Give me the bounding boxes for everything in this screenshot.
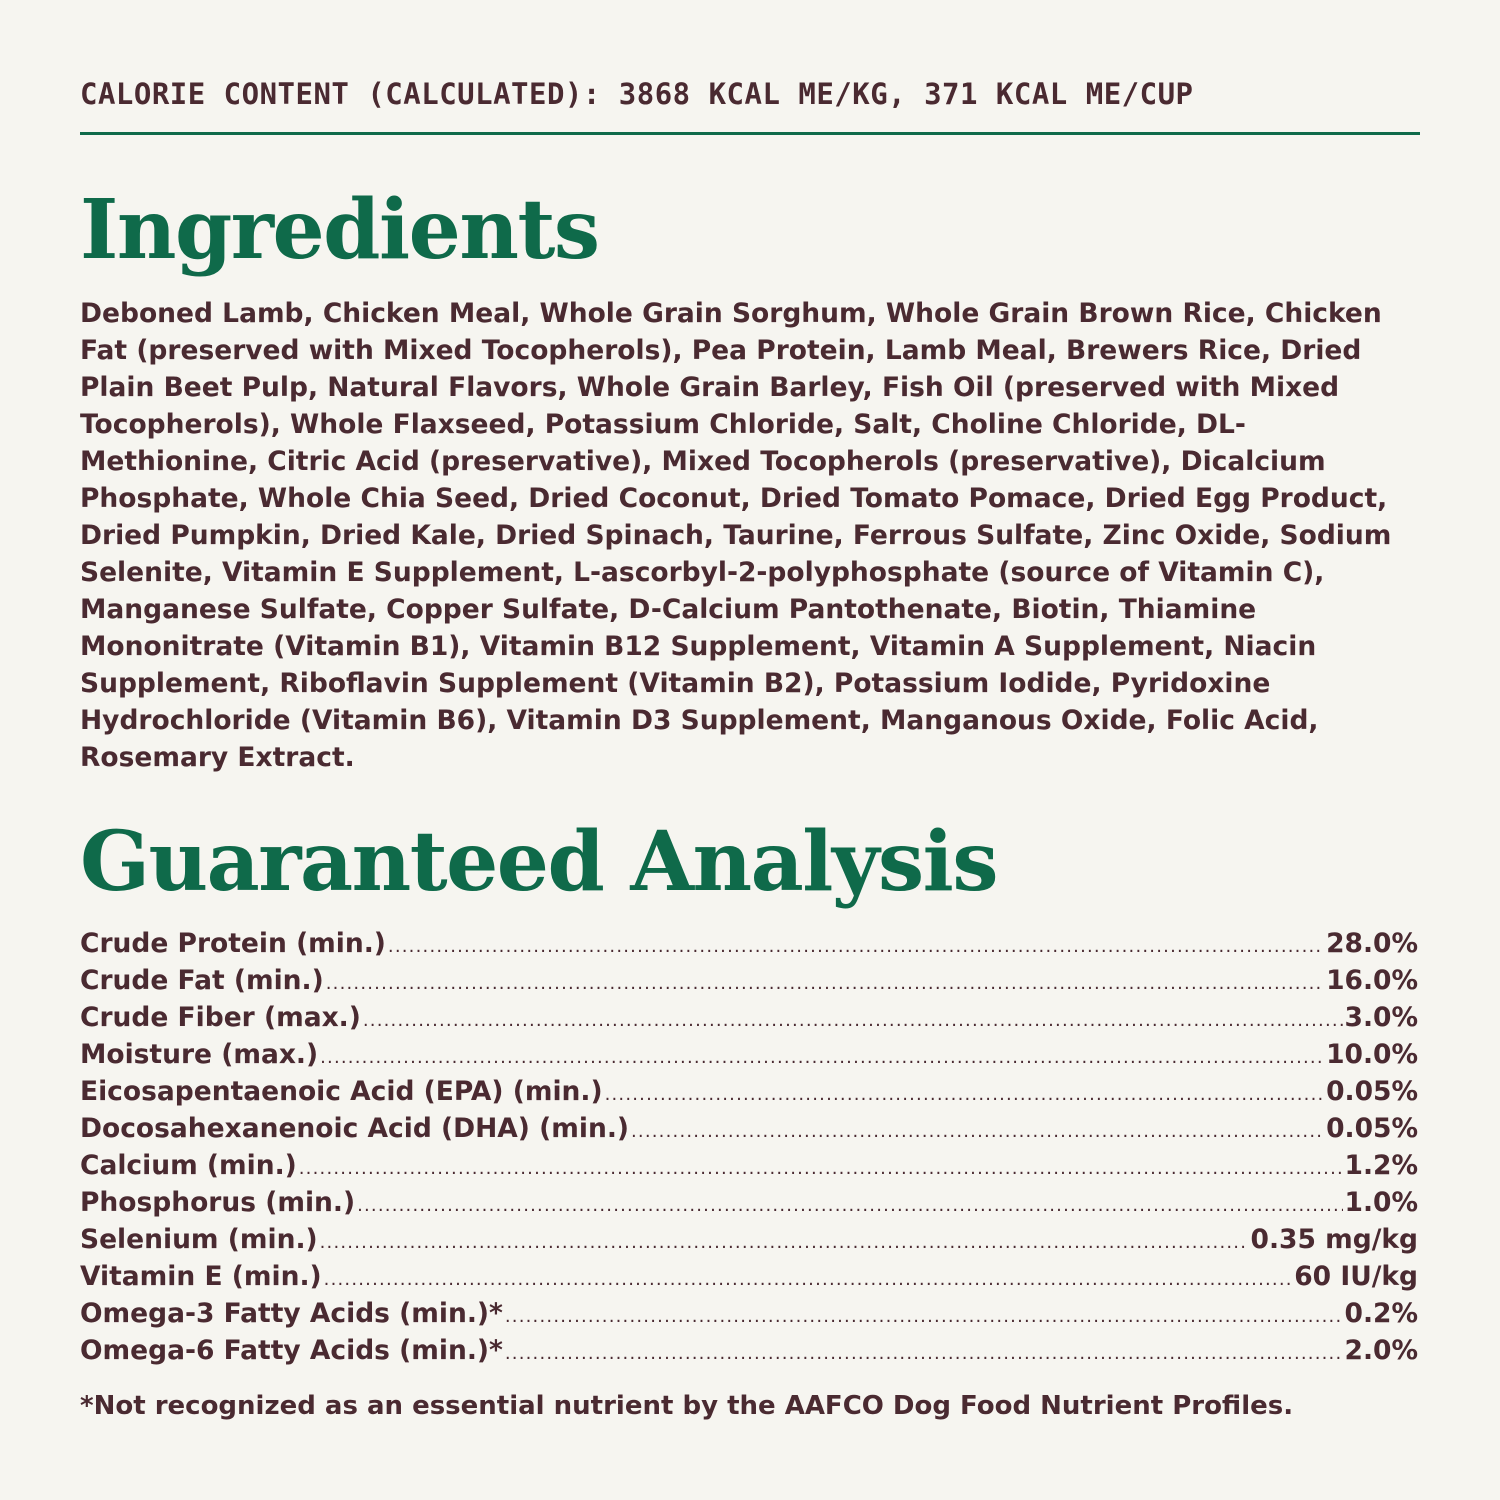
analysis-value: 16.0% xyxy=(1326,965,1418,996)
analysis-row xyxy=(80,1332,1418,1369)
analysis-row xyxy=(80,1258,1418,1295)
analysis-label: Omega-3 Fatty Acids (min.)* xyxy=(80,1298,503,1329)
divider-rule xyxy=(80,132,1420,135)
dot-leader xyxy=(388,928,1324,962)
analysis-row xyxy=(80,1036,1418,1073)
analysis-row xyxy=(80,1184,1418,1221)
analysis-row xyxy=(80,1147,1418,1184)
dot-leader xyxy=(320,1039,1324,1073)
footnote: *Not recognized as an essential nutrient by the AAFCO Dog Food Nutrient Profiles. xyxy=(80,1391,1294,1421)
analysis-row xyxy=(80,925,1418,962)
dot-leader xyxy=(605,1076,1324,1110)
analysis-value: 0.35 mg/kg xyxy=(1250,1224,1418,1255)
dot-leader xyxy=(326,965,1324,999)
dot-leader xyxy=(299,1150,1343,1184)
ingredients-list: Deboned Lamb, Chicken Meal, Whole Grain Sorghum, Whole Grain Brown Rice, Chicken Fat (preserved with Mixed Tocopherols), Pea Protein, Lamb Meal, Brewers Rice, Dried Plain Beet Pulp, Natural Flavors, Whole Grain Barley, Fish Oil (preserved with Mixed Tocopherols), Whole Flaxseed, Potassium Chloride, Salt, Choline Chloride, DL-Methionine, Citric Acid (preservative), Mixed Tocopherols (preservative), Dicalcium Phosphate, Whole Chia Seed, Dried Coconut, Dried Tomato Pomace, Dried Egg Product, Dried Pumpkin, Dried Kale, Dried Spinach, Taurine, Ferrous Sulfate, Zinc Oxide, Sodium Selenite, Vitamin E Supplement, L-ascorbyl-2-polyphosphate (source of Vitamin C), Manganese Sulfate, Copper Sulfate, D-Calcium Pantothenate, Biotin, Thiamine Mononitrate (Vitamin B1), Vitamin B12 Supplement, Vitamin A Supplement, Niacin Supplement, Riboflavin Supplement (Vitamin B2), Potassium Iodide, Pyridoxine Hydrochloride (Vitamin B6), Vitamin D3 Supplement, Manganous Oxide, Folic Acid, Rosemary Extract. xyxy=(80,298,1392,773)
analysis-value: 0.2% xyxy=(1344,1298,1418,1329)
analysis-value: 1.2% xyxy=(1344,1150,1418,1181)
analysis-label: Docosahexanenoic Acid (DHA) (min.) xyxy=(80,1113,629,1144)
analysis-value: 10.0% xyxy=(1326,1039,1418,1070)
analysis-value: 1.0% xyxy=(1344,1187,1418,1218)
analysis-row xyxy=(80,962,1418,999)
analysis-row xyxy=(80,1295,1418,1332)
dot-leader xyxy=(631,1113,1324,1147)
dot-leader xyxy=(320,1224,1249,1258)
analysis-label: Crude Protein (min.) xyxy=(80,928,386,959)
dot-leader xyxy=(363,1002,1343,1036)
analysis-label: Omega-6 Fatty Acids (min.)* xyxy=(80,1335,503,1366)
analysis-value: 0.05% xyxy=(1326,1076,1418,1107)
analysis-row xyxy=(80,1221,1418,1258)
analysis-row xyxy=(80,1073,1418,1110)
dot-leader xyxy=(324,1261,1293,1295)
analysis-value: 60 IU/kg xyxy=(1294,1261,1418,1292)
analysis-label: Crude Fiber (max.) xyxy=(80,1002,361,1033)
analysis-label: Calcium (min.) xyxy=(80,1150,297,1181)
dot-leader xyxy=(505,1298,1343,1332)
dot-leader xyxy=(505,1335,1343,1369)
analysis-row xyxy=(80,999,1418,1036)
analysis-value: 3.0% xyxy=(1344,1002,1418,1033)
analysis-label: Moisture (max.) xyxy=(80,1039,319,1070)
analysis-label: Vitamin E (min.) xyxy=(80,1261,322,1292)
analysis-row xyxy=(80,1110,1418,1147)
analysis-label: Phosphorus (min.) xyxy=(80,1187,356,1218)
analysis-label: Selenium (min.) xyxy=(80,1224,318,1255)
analysis-value: 0.05% xyxy=(1326,1113,1418,1144)
guaranteed-analysis-table xyxy=(80,925,1418,1369)
ingredients-heading: Ingredients xyxy=(80,182,599,278)
guaranteed-analysis-heading: Guaranteed Analysis xyxy=(80,814,997,910)
analysis-value: 28.0% xyxy=(1326,928,1418,959)
analysis-label: Crude Fat (min.) xyxy=(80,965,324,996)
calorie-content: CALORIE CONTENT (CALCULATED): 3868 KCAL ME/KG, 371 KCAL ME/CUP xyxy=(80,77,1194,111)
dot-leader xyxy=(357,1187,1342,1221)
analysis-value: 2.0% xyxy=(1344,1335,1418,1366)
analysis-label: Eicosapentaenoic Acid (EPA) (min.) xyxy=(80,1076,603,1107)
